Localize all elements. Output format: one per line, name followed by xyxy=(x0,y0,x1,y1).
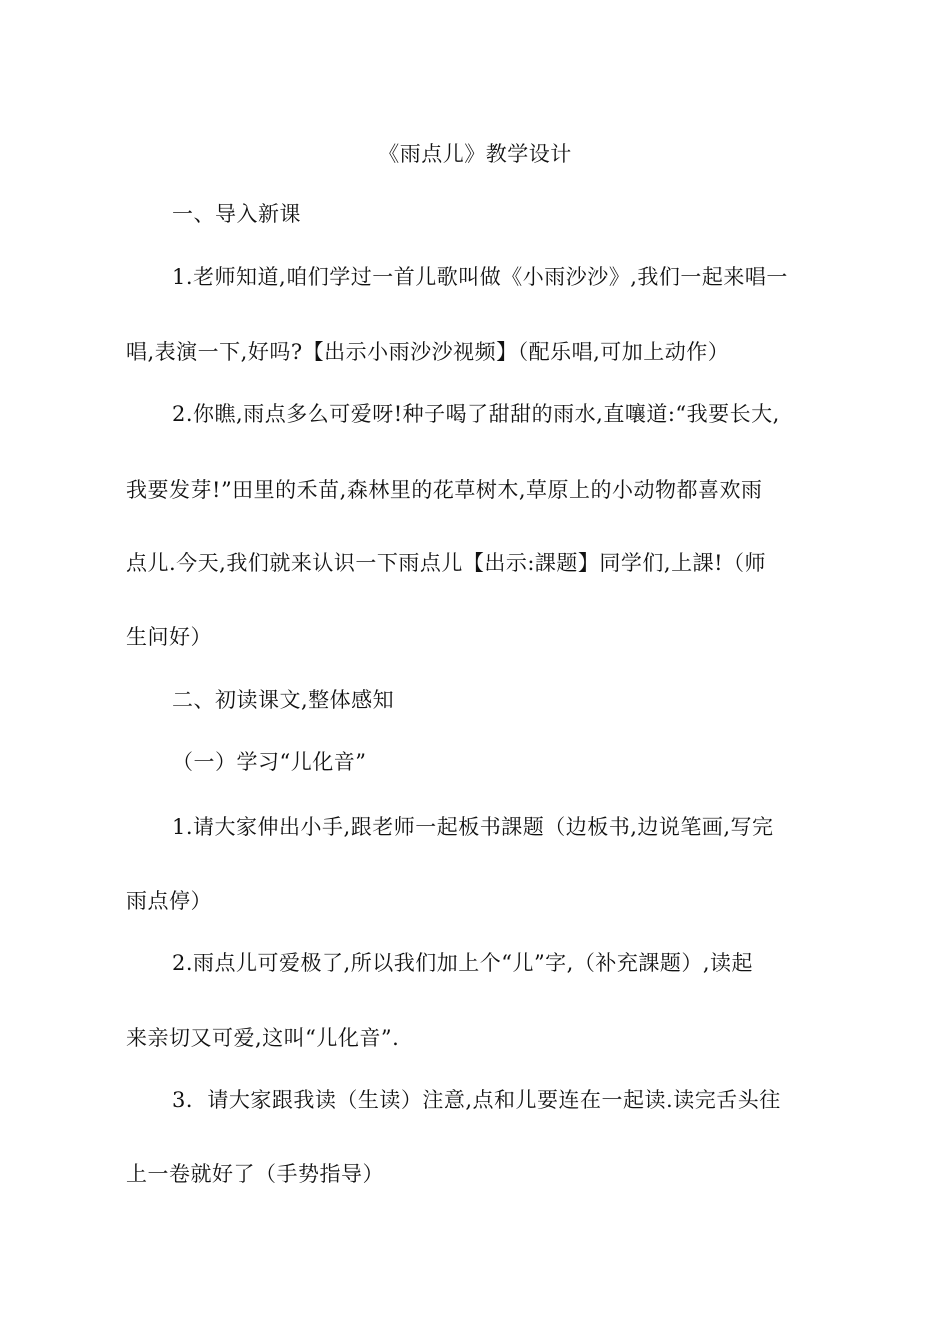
paragraph-line: 2.你瞧,雨点多么可爱呀!种子喝了甜甜的雨水,直嚷道:“我要长大, xyxy=(172,402,780,426)
paragraph-line: 上一卷就好了（手势指导） xyxy=(126,1162,384,1186)
paragraph-line: 点儿.今天,我们就来认识一下雨点儿【出示:課题】同学们,上課!（师 xyxy=(126,551,767,575)
paragraph-line: 1.请大家伸出小手,跟老师一起板书課题（边板书,边说笔画,写完 xyxy=(172,815,774,839)
paragraph-line: 3．请大家跟我读（生读）注意,点和儿要连在一起读.读完舌头往 xyxy=(172,1088,781,1112)
paragraph-line: 我要发芽!”田里的禾苗,森林里的花草树木,草原上的小动物都喜欢雨 xyxy=(126,478,763,502)
paragraph-line: 1.老师知道,咱们学过一首儿歌叫做《小雨沙沙》,我们一起来唱一 xyxy=(172,265,788,289)
paragraph-line: 唱,表演一下,好吗?【出示小雨沙沙视频】（配乐唱,可加上动作） xyxy=(126,340,730,364)
paragraph-line: 雨点停） xyxy=(126,889,212,913)
section-heading-reading: 二、初读课文,整体感知 xyxy=(172,688,395,712)
document-title: 《雨点儿》教学设计 xyxy=(378,142,572,166)
section-heading-intro: 一、导入新课 xyxy=(172,202,301,226)
paragraph-line: 2.雨点儿可爱极了,所以我们加上个“儿”字,（补充課题）,读起 xyxy=(172,951,754,975)
paragraph-line: 来亲切又可爱,这叫“儿化音”. xyxy=(126,1026,400,1050)
subsection-heading: （一）学习“儿化音” xyxy=(172,750,367,774)
paragraph-line: 生问好） xyxy=(126,625,212,649)
